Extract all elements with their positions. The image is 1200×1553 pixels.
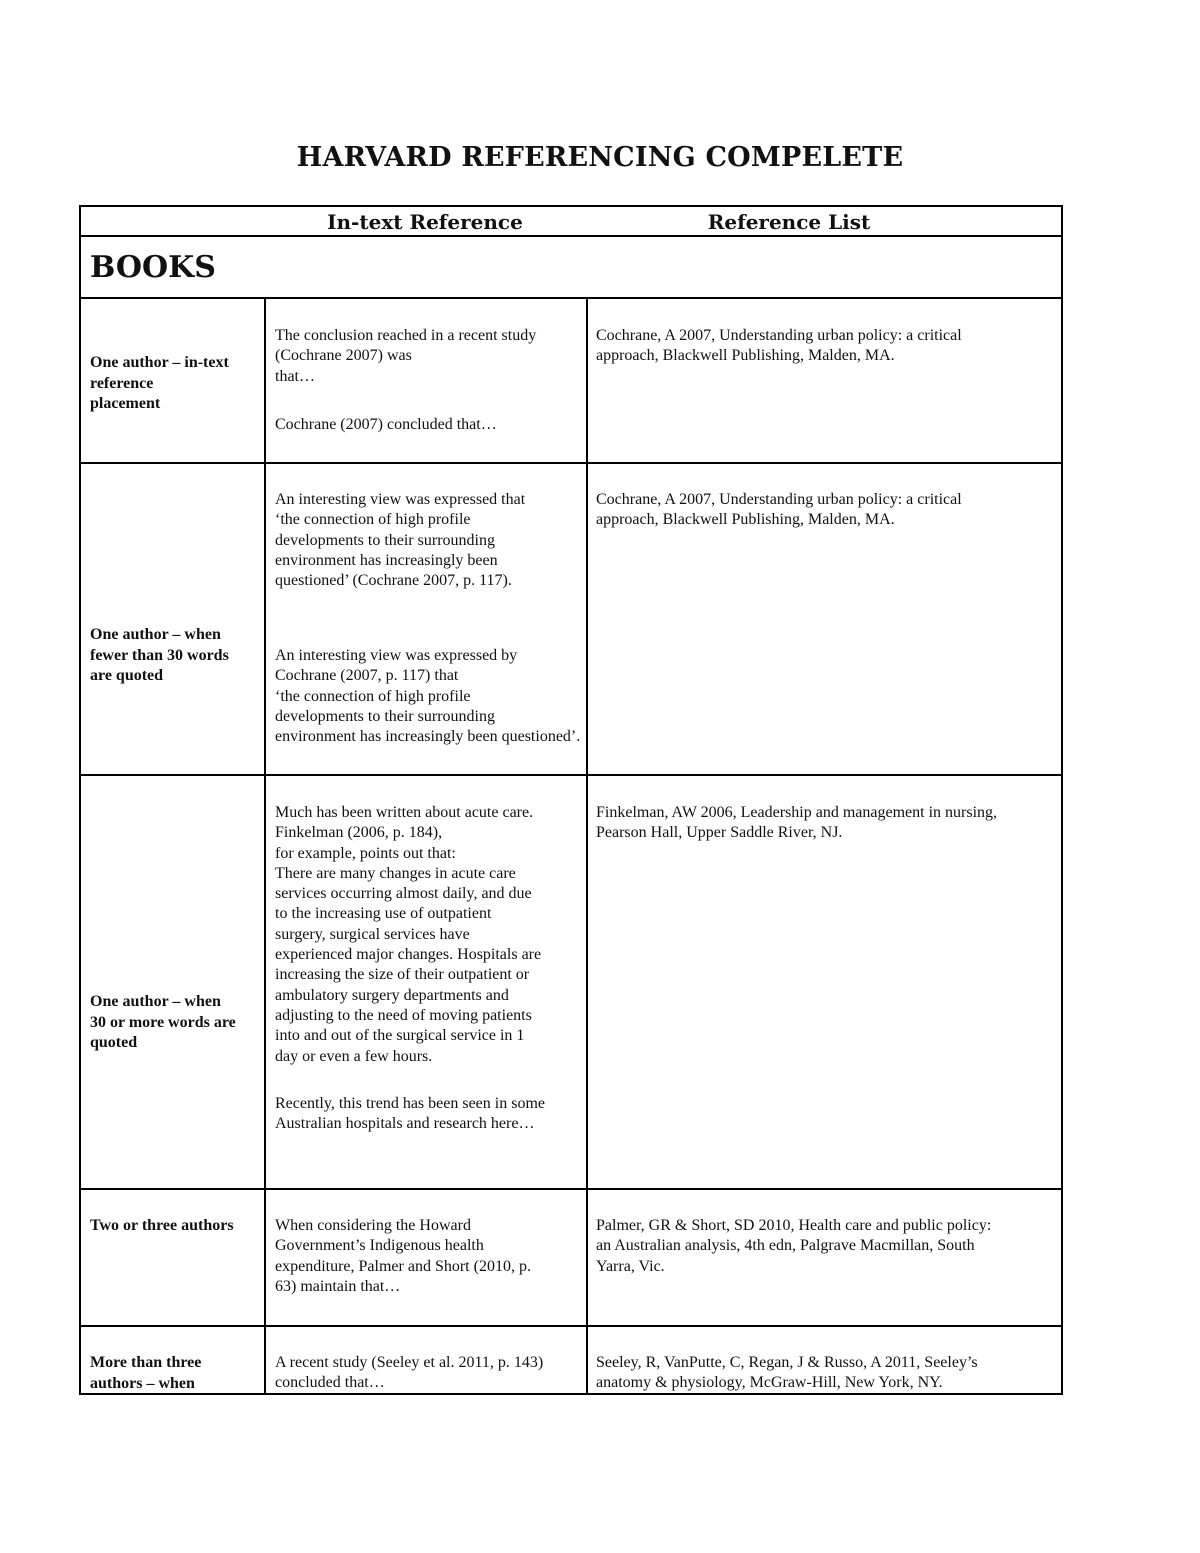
intext-example: The conclusion reached in a recent study (Cochrane 2007) was that… (275, 327, 537, 385)
intext-example: When considering the Howard Government’s Indigenous health expenditure, Palmer and Short (2010, p. 63) maintain that… (275, 1217, 531, 1295)
row-label: One author – when fewer than 30 words are quoted (90, 626, 229, 684)
table-border-top (79, 205, 1063, 207)
intext-example: An interesting view was expressed that ‘the connection of high profile developments to their surrounding environment has increasingly been questioned’ (Cochrane 2007, p. 117). (275, 491, 526, 590)
row-label: One author – in-text reference placement (90, 354, 229, 412)
section-divider (79, 297, 1063, 299)
page-title: HARVARD REFERENCING COMPELETE (296, 142, 904, 173)
row-label: Two or three authors (90, 1217, 234, 1234)
header-divider (79, 235, 1063, 237)
row-divider (79, 1325, 1063, 1327)
row-divider (79, 1188, 1063, 1190)
row-divider (79, 774, 1063, 776)
intext-column-header: In-text Reference (327, 210, 523, 234)
reference-list-entry: Cochrane, A 2007, Understanding urban policy: a critical approach, Blackwell Publishing, Malden, MA. (596, 491, 962, 529)
table-border-left (79, 205, 81, 1394)
intext-example: An interesting view was expressed by Cochrane (2007, p. 117) that ‘the connection of high profile developments to their surrounding environment has increasingly been questioned’. (275, 647, 581, 746)
row-label: One author – when 30 or more words are quoted (90, 993, 236, 1051)
row-label: More than three authors – when (90, 1354, 202, 1392)
reference-list-entry: Finkelman, AW 2006, Leadership and management in nursing, Pearson Hall, Upper Saddle River, NJ. (596, 804, 998, 842)
table-border-right (1061, 205, 1063, 1394)
intext-example: Recently, this trend has been seen in some Australian hospitals and research here… (275, 1095, 545, 1133)
row-divider (79, 462, 1063, 464)
reference-list-entry: Cochrane, A 2007, Understanding urban policy: a critical approach, Blackwell Publishing, Malden, MA. (596, 327, 962, 365)
intext-example: A recent study (Seeley et al. 2011, p. 143) concluded that… (275, 1354, 544, 1392)
intext-example: Cochrane (2007) concluded that… (275, 416, 497, 433)
reference-list-entry: Palmer, GR & Short, SD 2010, Health care and public policy: an Australian analysis, 4th edn, Palgrave Macmillan, South Yarra, Vic. (596, 1217, 992, 1275)
reference-list-entry: Seeley, R, VanPutte, C, Regan, J & Russo, A 2011, Seeley’s anatomy & physiology, McGraw-Hill, New York, NY. (596, 1354, 978, 1392)
section-heading-books: BOOKS (90, 250, 216, 285)
column-divider-1 (264, 297, 266, 1394)
intext-example: Much has been written about acute care. Finkelman (2006, p. 184), for example, points out that: There are many changes in acute care services occurring almost daily, and due to the increasing use of outpatient surgery, surgical services have experienced major changes. Hospitals are increasing the size of their outpatient or ambulatory surgery departments and adjusting to the need of moving patients into and out of the surgical service in 1 day or even a few hours. (275, 804, 542, 1065)
reflist-column-header: Reference List (707, 210, 871, 234)
column-divider-2 (586, 297, 588, 1394)
